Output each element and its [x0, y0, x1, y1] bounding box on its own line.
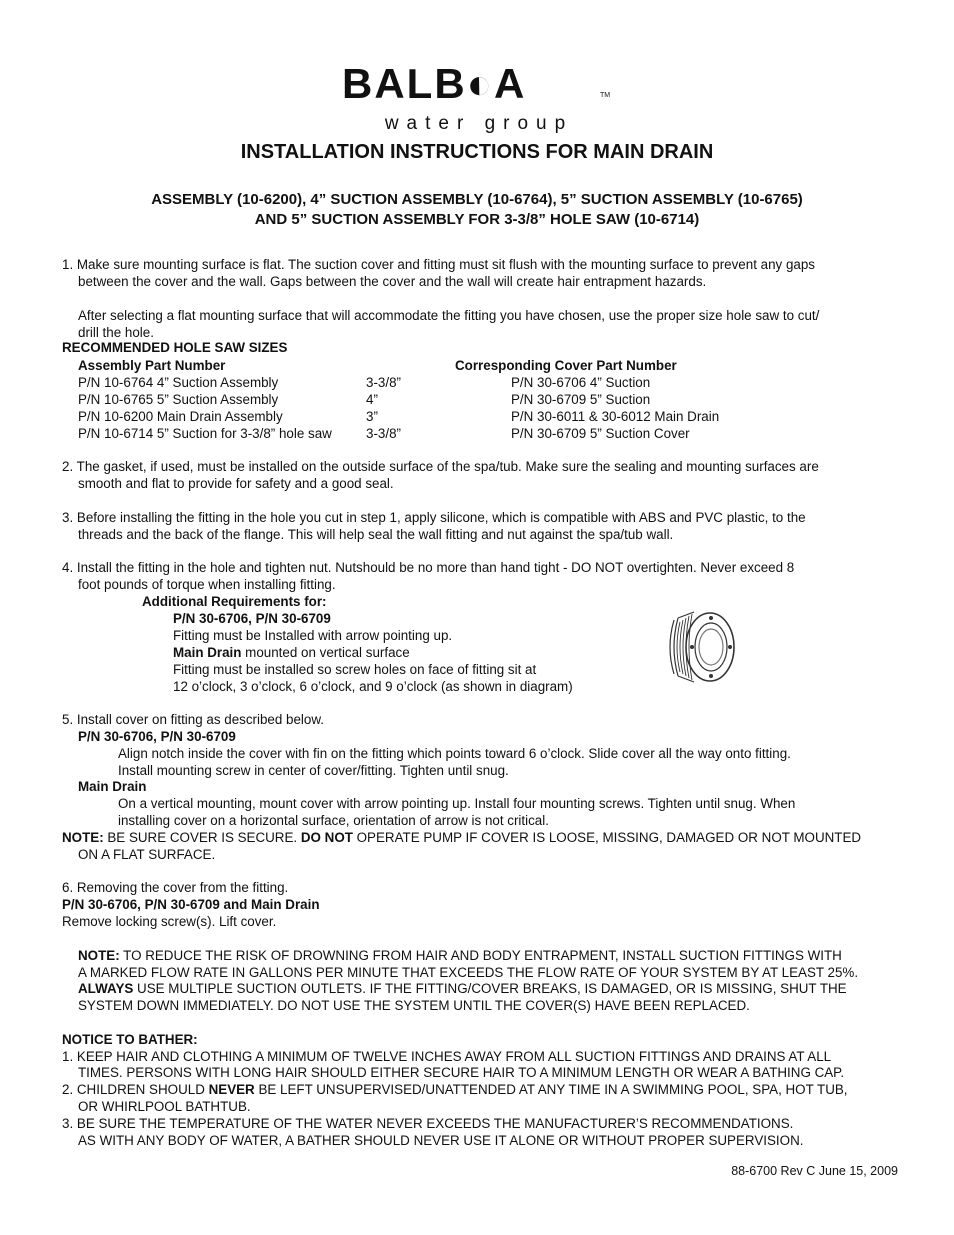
table-cell-size: 3-3/8” [366, 426, 401, 441]
subtitle-line-2: AND 5” SUCTION ASSEMBLY FOR 3-3/8” HOLE SAW (10-6714) [254, 211, 700, 228]
table-header-assembly: Assembly Part Number [78, 358, 226, 373]
bather-item: OR WHIRLPOOL BATHTUB. [78, 1099, 251, 1114]
fitting-diagram [664, 604, 742, 690]
note-entrapment [78, 947, 898, 964]
note-text: OPERATE PUMP IF COVER IS LOOSE, MISSING, DAMAGED OR NOT MOUNTED [352, 830, 862, 845]
step6-part-numbers: P/N 30-6706, P/N 30-6709 and Main Drain [62, 897, 320, 912]
balboa-logo [338, 60, 618, 138]
bather-text: BE LEFT UNSUPERVISED/UNATTENDED AT ANY TIME IN A SWIMMING POOL, SPA, HOT TUB, [254, 1082, 848, 1097]
table-cell-cover: P/N 30-6706 4” Suction [511, 375, 651, 390]
page-title: INSTALLATION INSTRUCTIONS FOR MAIN DRAIN [240, 141, 714, 163]
step2-text: smooth and flat to provide for safety and a good seal. [78, 476, 394, 491]
note-text: A MARKED FLOW RATE IN GALLONS PER MINUTE THAT EXCEEDS THE FLOW RATE OF YOUR SYSTEM BY AT LEAST 25%. [78, 965, 859, 980]
hole-saw-heading: RECOMMENDED HOLE SAW SIZES [62, 340, 288, 355]
table-cell-assembly: P/N 10-6765 5” Suction Assembly [78, 392, 279, 407]
step3-text: 3. Before installing the fitting in the hole you cut in step 1, apply silicone, which is compatible with ABS and PVC plastic, to the [62, 510, 806, 525]
table-cell-cover: P/N 30-6709 5” Suction [511, 392, 651, 407]
step4-text: foot pounds of torque when installing fitting. [78, 577, 336, 592]
requirement-main-drain [173, 644, 410, 661]
step1-text: drill the hole. [78, 325, 154, 340]
table-cell-size: 3” [366, 409, 378, 424]
step5-text: Align notch inside the cover with fin on the fitting which points toward 6 o’clock. Slide cover all the way onto fitting. [118, 746, 791, 761]
note-label: NOTE: [62, 830, 104, 845]
logo-trademark: TM [600, 92, 611, 99]
step5-text: Install mounting screw in center of cover/fitting. Tighten until snug. [118, 763, 509, 778]
subtitle-line-1: ASSEMBLY (10-6200), 4” SUCTION ASSEMBLY (10-6764), 5” SUCTION ASSEMBLY (10-6765) [151, 191, 803, 208]
note-text: USE MULTIPLE SUCTION OUTLETS. IF THE FITTING/COVER BREAKS, IS DAMAGED, OR IS MISSING, SHUT THE [133, 981, 847, 996]
table-cell-assembly: P/N 10-6714 5” Suction for 3-3/8” hole saw [78, 426, 332, 441]
note-text: SYSTEM DOWN IMMEDIATELY. DO NOT USE THE SYSTEM UNTIL THE COVER(S) HAVE BEEN REPLACED. [78, 998, 750, 1013]
main-drain-text: mounted on vertical surface [241, 645, 410, 660]
note-text: ON A FLAT SURFACE. [78, 847, 216, 862]
bather-text: 2. CHILDREN SHOULD [62, 1082, 209, 1097]
requirement-text: Fitting must be Installed with arrow pointing up. [173, 628, 453, 643]
table-header-cover: Corresponding Cover Part Number [455, 358, 677, 373]
step1-text: 1. Make sure mounting surface is flat. The suction cover and fitting must sit flush with the mounting surface to prevent any gaps [62, 257, 815, 272]
step3-text: threads and the back of the flange. This will help seal the wall fitting and nut against the spa/tub wall. [78, 527, 674, 542]
note-text: BE SURE COVER IS SECURE. [103, 830, 301, 845]
table-cell-cover: P/N 30-6709 5” Suction Cover [511, 426, 690, 441]
bather-item-children [62, 1081, 882, 1098]
step5-part-numbers: P/N 30-6706, P/N 30-6709 [78, 729, 236, 744]
logo-tagline: water group [384, 113, 574, 134]
table-cell-assembly: P/N 10-6200 Main Drain Assembly [78, 409, 283, 424]
logo-wordmark: BALB◐A [342, 60, 527, 107]
step6-text: 6. Removing the cover from the fitting. [62, 880, 289, 895]
note-label: NOTE: [78, 948, 120, 963]
note-always-line [78, 980, 898, 997]
step5-main-drain-label: Main Drain [78, 779, 147, 794]
notice-to-bather-heading: NOTICE TO BATHER: [62, 1032, 198, 1047]
table-cell-assembly: P/N 10-6764 4” Suction Assembly [78, 375, 279, 390]
do-not-label: DO NOT [300, 830, 353, 845]
step6-text: Remove locking screw(s). Lift cover. [62, 914, 277, 929]
step5-text: installing cover on a horizontal surface, orientation of arrow is not critical. [118, 813, 549, 828]
step1-text: After selecting a flat mounting surface that will accommodate the fitting you have chosen, use the proper size hole saw to cut/ [78, 308, 820, 323]
document-footer: 88-6700 Rev C June 15, 2009 [731, 1164, 898, 1178]
always-label: ALWAYS [78, 981, 134, 996]
bather-item: 1. KEEP HAIR AND CLOTHING A MINIMUM OF TWELVE INCHES AWAY FROM ALL SUCTION FITTINGS AND DRAINS AT ALL [62, 1049, 832, 1064]
step5-text: On a vertical mounting, mount cover with arrow pointing up. Install four mounting screws. Tighten until snug. When [118, 796, 796, 811]
bather-item: 3. BE SURE THE TEMPERATURE OF THE WATER NEVER EXCEEDS THE MANUFACTURER’S RECOMMENDATIONS. [62, 1116, 794, 1131]
step5-text: 5. Install cover on fitting as described below. [62, 712, 325, 727]
requirement-text: Fitting must be installed so screw holes on face of fitting sit at [173, 662, 537, 677]
requirement-text: 12 o’clock, 3 o’clock, 6 o’clock, and 9 o’clock (as shown in diagram) [173, 679, 573, 694]
bather-item: TIMES. PERSONS WITH LONG HAIR SHOULD EITHER SECURE HAIR TO A MINIMUM LENGTH OR WEAR A BATHING CAP. [78, 1065, 845, 1080]
step1-text: between the cover and the wall. Gaps between the cover and the wall will create hair entrapment hazards. [78, 274, 707, 289]
main-drain-label: Main Drain [173, 645, 242, 660]
note-cover-secure [62, 829, 892, 846]
table-cell-cover: P/N 30-6011 & 30-6012 Main Drain [511, 409, 720, 424]
requirements-part-numbers: P/N 30-6706, P/N 30-6709 [173, 611, 331, 626]
note-text: TO REDUCE THE RISK OF DROWNING FROM HAIR AND BODY ENTRAPMENT, INSTALL SUCTION FITTINGS WITH [119, 948, 842, 963]
step2-text: 2. The gasket, if used, must be installed on the outside surface of the spa/tub. Make sure the sealing and mounting surfaces are [62, 459, 819, 474]
never-label: NEVER [208, 1082, 255, 1097]
table-cell-size: 3-3/8” [366, 375, 401, 390]
bather-item: AS WITH ANY BODY OF WATER, A BATHER SHOULD NEVER USE IT ALONE OR WITHOUT PROPER SUPERVISION. [78, 1133, 804, 1148]
table-cell-size: 4” [366, 392, 378, 407]
step4-text: 4. Install the fitting in the hole and tighten nut. Nutshould be no more than hand tight - DO NOT overtighten. Never exceed 8 [62, 560, 795, 575]
additional-requirements-heading: Additional Requirements for: [142, 594, 327, 609]
